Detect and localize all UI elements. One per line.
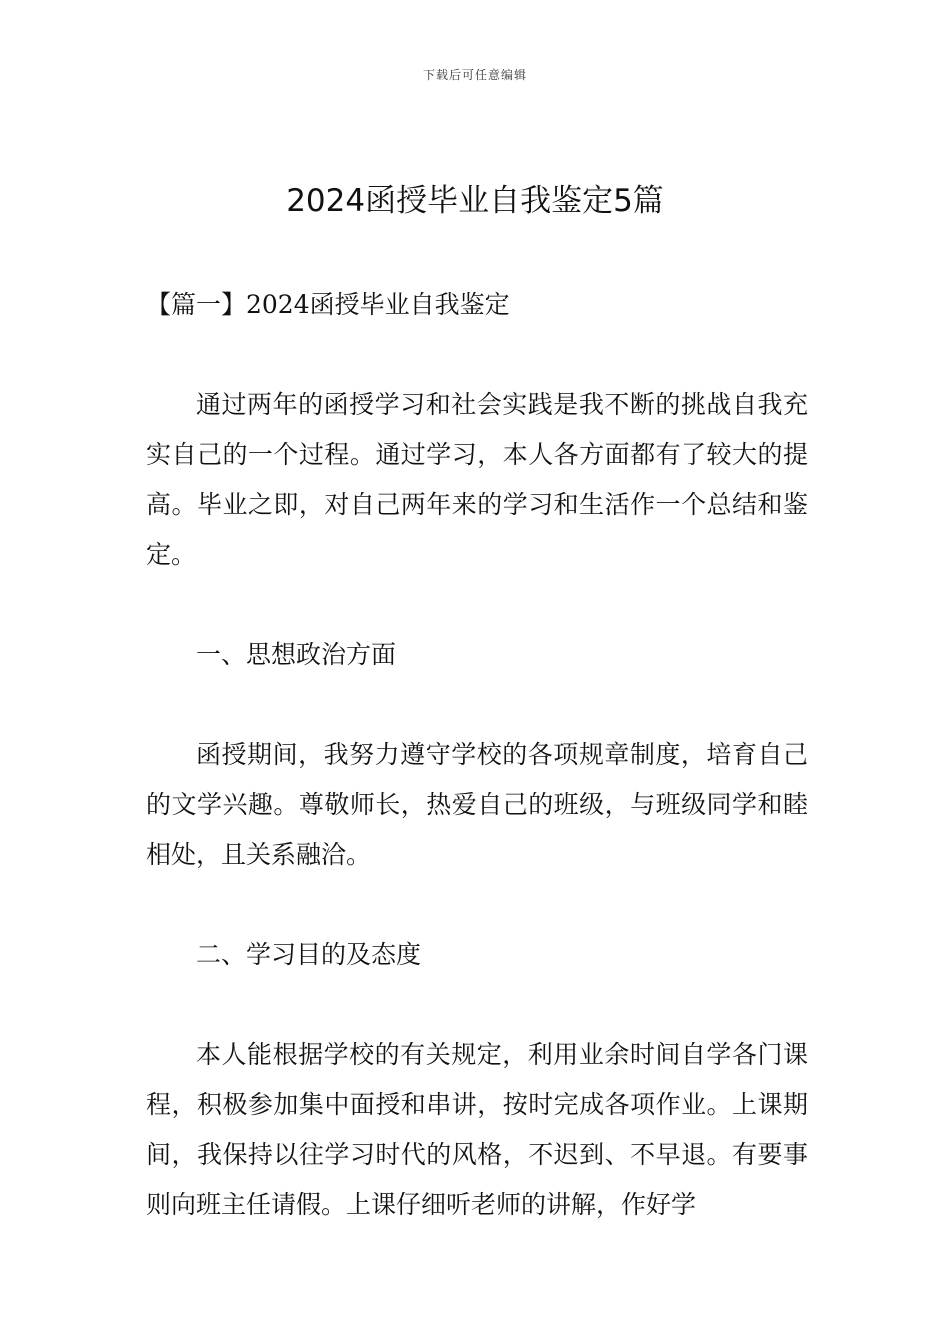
study-paragraph: 本人能根据学校的有关规定，利用业余时间自学各门课程，积极参加集中面授和串讲，按时完成各项作业。上课期间，我保持以往学习时代的风格，不迟到、不早退。有要事则向班主任请假。上课仔细听老师的讲解，作好学 [146,1040,808,1219]
ideology-paragraph: 函授期间，我努力遵守学校的各项规章制度，培育自己的文学兴趣。尊敬师长，热爱自己的班级，与班级同学和睦相处，且关系融洽。 [146,740,808,869]
heading-study: 二、学习目的及态度 [196,940,422,969]
section-title: 【篇一】2024函授毕业自我鉴定 [146,290,510,319]
heading-ideology: 一、思想政治方面 [196,640,397,669]
header-note: 下载后可任意编辑 [422,68,527,82]
intro-paragraph: 通过两年的函授学习和社会实践是我不断的挑战自我充实自己的一个过程。通过学习，本人各方面都有了较大的提高。毕业之即，对自己两年来的学习和生活作一个总结和鉴定。 [146,390,808,569]
document-title: 2024函授毕业自我鉴定5篇 [286,183,664,219]
document-body [146,280,808,1280]
